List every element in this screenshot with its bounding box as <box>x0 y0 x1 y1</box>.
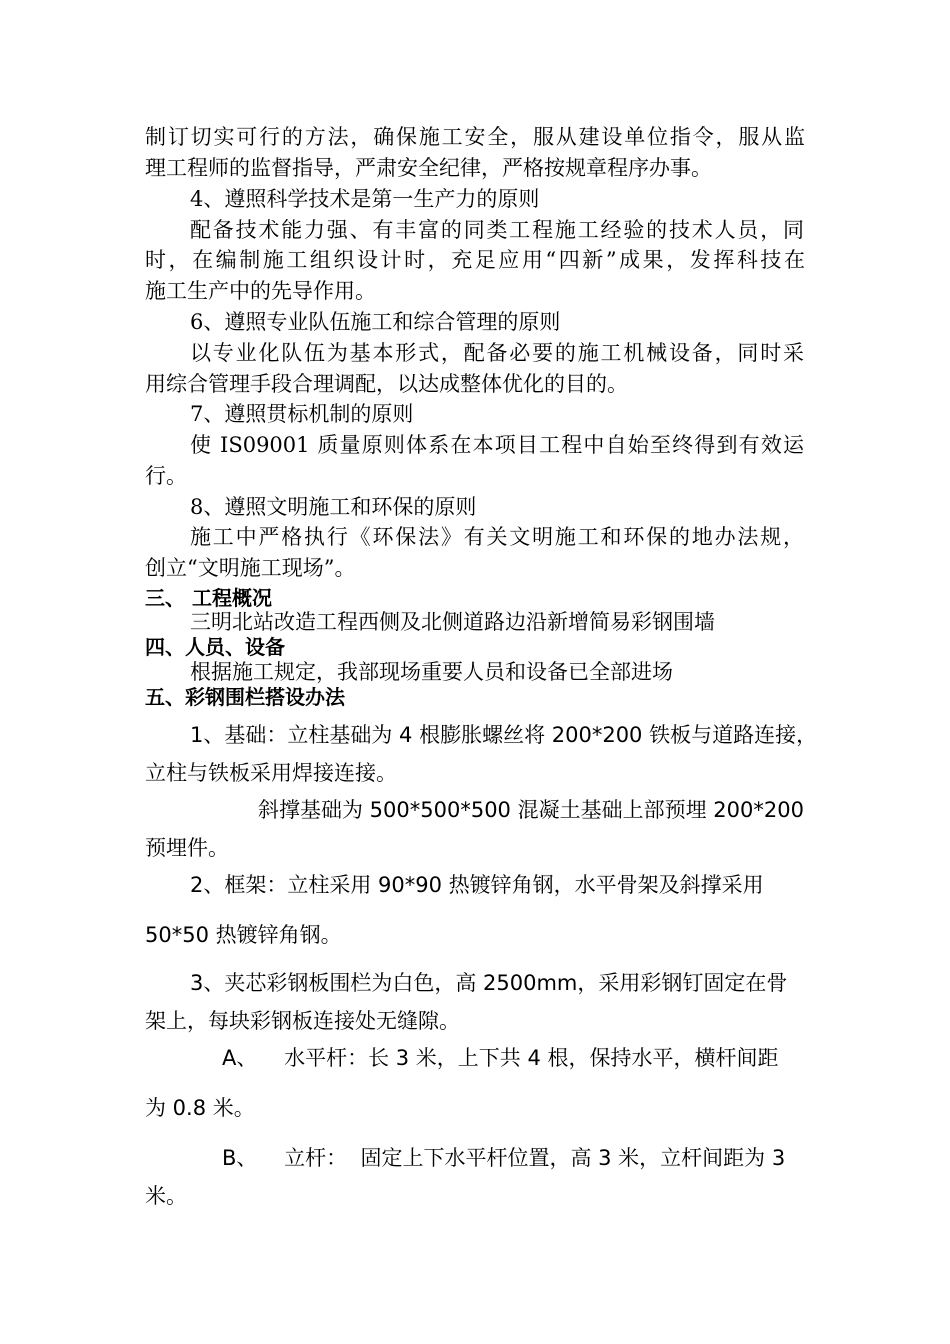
paragraph-line: 时，在编制施工组织设计时，充足应用“四新”成果，发挥科技在 <box>145 248 805 272</box>
paragraph-line: 立柱与铁板采用焊接连接。 <box>145 761 397 785</box>
paragraph-line: B、 立杆： 固定上下水平杆位置，高 3 米，立杆间距为 3 <box>222 1146 786 1170</box>
paragraph-line: 2、框架：立柱采用 90*90 热镀锌角钢，水平骨架及斜撑采用 <box>190 873 764 897</box>
paragraph-line: 为 0.8 米。 <box>145 1096 255 1120</box>
paragraph-line: A、 水平杆：长 3 米，上下共 4 根，保持水平，横杆间距 <box>222 1046 779 1070</box>
paragraph-line: 以专业化队伍为基本形式，配备必要的施工机械设备，同时采 <box>190 341 804 365</box>
section-heading-3: 三、 工程概况 <box>145 586 272 610</box>
paragraph-line: 预埋件。 <box>145 836 229 860</box>
paragraph-line: 米。 <box>145 1184 187 1208</box>
paragraph-line: 配备技术能力强、有丰富的同类工程施工经验的技术人员，同 <box>190 218 804 242</box>
paragraph-line: 施工中严格执行《环保法》有关文明施工和环保的地办法规， <box>190 525 804 549</box>
paragraph-line: 制订切实可行的方法，确保施工安全，服从建设单位指令，服从监 <box>145 125 805 149</box>
paragraph-line: 行。 <box>145 464 187 488</box>
paragraph-line: 50*50 热镀锌角钢。 <box>145 923 342 947</box>
section-4-body: 根据施工规定，我部现场重要人员和设备已全部进场 <box>190 660 673 684</box>
principle-heading: 6、遵照专业队伍施工和综合管理的原则 <box>190 310 561 334</box>
paragraph-line: 创立“文明施工现场”。 <box>145 556 356 580</box>
principle-heading: 7、遵照贯标机制的原则 <box>190 402 414 426</box>
paragraph-line: 1、基础：立柱基础为 4 根膨胀螺丝将 200*200 铁板与道路连接， <box>190 723 818 747</box>
paragraph-line: 理工程师的监督指导，严肃安全纪律，严格按规章程序办事。 <box>145 156 712 180</box>
principle-heading: 8、遵照文明施工和环保的原则 <box>190 495 477 519</box>
paragraph-line: 施工生产中的先导作用。 <box>145 279 376 303</box>
section-heading-4: 四、人员、设备 <box>145 635 285 659</box>
paragraph-line: 斜撑基础为 500*500*500 混凝土基础上部预埋 200*200 <box>258 798 804 822</box>
section-3-body: 三明北站改造工程西侧及北侧道路边沿新增简易彩钢围墙 <box>190 610 715 634</box>
paragraph-line: 使 IS09001 质量原则体系在本项目工程中自始至终得到有效运 <box>190 433 804 457</box>
principle-heading: 4、遵照科学技术是第一生产力的原则 <box>190 187 540 211</box>
paragraph-line: 用综合管理手段合理调配，以达成整体优化的目的。 <box>145 372 628 396</box>
paragraph-line: 架上，每块彩钢板连接处无缝隙。 <box>145 1009 460 1033</box>
paragraph-line: 3、夹芯彩钢板围栏为白色，高 2500mm，采用彩钢钉固定在骨 <box>190 971 788 995</box>
section-heading-5: 五、彩钢围栏搭设办法 <box>145 685 345 709</box>
